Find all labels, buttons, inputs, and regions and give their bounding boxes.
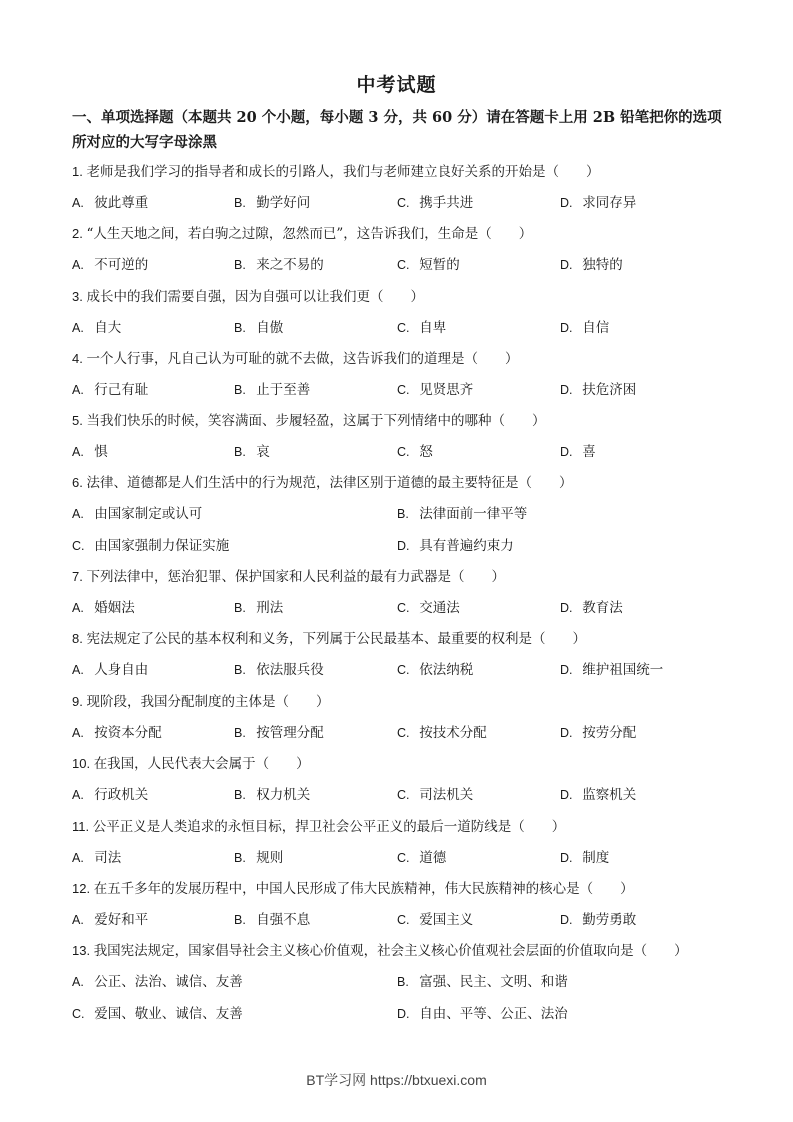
option-d	[560, 378, 636, 398]
option-a	[72, 721, 162, 741]
option-a	[72, 596, 135, 616]
option-a	[72, 440, 108, 460]
option-b	[234, 846, 283, 866]
option-text: 自强不息	[252, 912, 311, 928]
option-letter: C.	[72, 539, 85, 553]
option-b	[234, 316, 283, 336]
question-number: 2.	[72, 226, 87, 241]
option-text: 携手共进	[415, 195, 474, 211]
question-3	[72, 285, 732, 305]
question-number: 8.	[72, 631, 87, 646]
option-text: 不可逆的	[90, 257, 149, 273]
question-13	[72, 939, 732, 959]
option-letter: B.	[234, 601, 246, 615]
option-a	[72, 658, 148, 678]
question-text: 宪法规定了公民的基本权利和义务，下列属于公民最基本、最重要的权利是（ ）	[86, 631, 586, 647]
option-letter: D.	[560, 726, 573, 740]
option-letter: C.	[397, 321, 410, 335]
option-text: 教育法	[578, 600, 623, 616]
option-b	[234, 783, 310, 803]
option-b	[234, 596, 283, 616]
question-8	[72, 627, 732, 647]
option-text: 按资本分配	[90, 725, 162, 741]
option-letter: B.	[234, 788, 246, 802]
option-letter: B.	[234, 913, 246, 927]
option-text: 见贤思齐	[415, 382, 474, 398]
option-letter: D.	[397, 1007, 410, 1021]
question-text: 当我们快乐的时候，笑容满面、步履轻盈，这属于下列情绪中的哪种（ ）	[86, 413, 546, 429]
question-number: 1.	[72, 164, 87, 179]
option-text: 依法服兵役	[252, 662, 324, 678]
option-letter: C.	[397, 788, 410, 802]
option-text: 按管理分配	[252, 725, 324, 741]
question-number: 13.	[72, 943, 94, 958]
option-text: 自由、平等、公正、法治	[415, 1006, 568, 1022]
option-text: 婚姻法	[90, 600, 135, 616]
option-letter: D.	[560, 383, 573, 397]
option-letter: A.	[72, 788, 84, 802]
option-a	[72, 378, 148, 398]
option-text: 彼此尊重	[90, 195, 149, 211]
option-d	[560, 658, 663, 678]
option-text: 公正、法治、诚信、友善	[90, 974, 243, 990]
question-text: 老师是我们学习的指导者和成长的引路人，我们与老师建立良好关系的开始是（ ）	[86, 164, 600, 180]
option-letter: A.	[72, 726, 84, 740]
option-letter: A.	[72, 663, 84, 677]
question-text: 在五千多年的发展历程中，中国人民形成了伟大民族精神，伟大民族精神的核心是（ ）	[93, 881, 634, 897]
option-c	[72, 534, 229, 554]
option-b	[234, 191, 310, 211]
option-d	[560, 316, 609, 336]
option-letter: A.	[72, 975, 84, 989]
question-1	[72, 160, 732, 180]
option-text: 刑法	[252, 600, 284, 616]
option-c	[72, 1002, 243, 1022]
option-c	[397, 721, 487, 741]
option-letter: C.	[397, 663, 410, 677]
option-text: 维护祖国统一	[578, 662, 664, 678]
option-d	[560, 846, 609, 866]
option-text: 由国家制定或认可	[90, 506, 203, 522]
option-text: 权力机关	[252, 787, 311, 803]
option-text: 怒	[415, 444, 433, 460]
option-letter: B.	[397, 507, 409, 521]
question-text: 公平正义是人类追求的永恒目标，捍卫社会公平正义的最后一道防线是（ ）	[92, 819, 566, 835]
option-text: 爱国、敬业、诚信、友善	[90, 1006, 243, 1022]
option-letter: B.	[234, 258, 246, 272]
question-text: 现阶段，我国分配制度的主体是（ ）	[86, 694, 330, 710]
option-d	[560, 253, 623, 273]
option-letter: D.	[560, 663, 573, 677]
section-heading: 一、单项选择题（本题共 20 个小题，每小题 3 分，共 60 分）请在答题卡上用 2B 铅笔把你的选项所对应的大写字母涂黑	[72, 109, 722, 151]
option-d	[397, 1002, 568, 1022]
question-6	[72, 471, 732, 491]
question-text: 法律、道德都是人们生活中的行为规范，法律区别于道德的最主要特征是（ ）	[86, 475, 573, 491]
option-text: 监察机关	[578, 787, 637, 803]
question-number: 3.	[72, 289, 87, 304]
option-letter: D.	[560, 601, 573, 615]
option-a	[72, 502, 202, 522]
option-a	[72, 908, 148, 928]
option-letter: C.	[397, 258, 410, 272]
option-a	[72, 316, 121, 336]
option-letter: D.	[560, 321, 573, 335]
question-number: 4.	[72, 351, 87, 366]
option-letter: D.	[560, 196, 573, 210]
option-c	[397, 658, 473, 678]
question-7	[72, 565, 732, 585]
option-text: 司法	[90, 850, 122, 866]
option-a	[72, 970, 243, 990]
option-text: 来之不易的	[252, 257, 324, 273]
option-c	[397, 908, 473, 928]
option-letter: D.	[560, 258, 573, 272]
option-text: 自大	[90, 320, 122, 336]
option-b	[234, 378, 310, 398]
question-text: 我国宪法规定，国家倡导社会主义核心价值观，社会主义核心价值观社会层面的价值取向是（ ）	[93, 943, 688, 959]
question-number: 10.	[72, 756, 94, 771]
option-text: 勤学好问	[252, 195, 311, 211]
option-text: 制度	[578, 850, 610, 866]
option-text: 爱好和平	[90, 912, 149, 928]
option-d	[560, 596, 623, 616]
option-text: 道德	[415, 850, 447, 866]
option-text: 行己有耻	[90, 382, 149, 398]
page-title: 中考试题	[356, 74, 437, 96]
option-letter: C.	[397, 913, 410, 927]
option-letter: C.	[397, 851, 410, 865]
option-letter: B.	[234, 445, 246, 459]
question-text: 在我国，人民代表大会属于（ ）	[93, 756, 310, 772]
question-number: 9.	[72, 694, 87, 709]
option-letter: A.	[72, 383, 84, 397]
option-text: 自信	[578, 320, 610, 336]
option-letter: B.	[234, 726, 246, 740]
question-text: 一个人行事，凡自己认为可耻的就不去做，这告诉我们的道理是（ ）	[86, 351, 519, 367]
option-text: 自卑	[415, 320, 447, 336]
option-letter: C.	[397, 383, 410, 397]
option-letter: A.	[72, 601, 84, 615]
option-text: 独特的	[578, 257, 623, 273]
option-b	[397, 970, 568, 990]
option-c	[397, 440, 433, 460]
option-text: 交通法	[415, 600, 460, 616]
option-a	[72, 846, 121, 866]
question-12	[72, 877, 732, 897]
option-d	[397, 534, 514, 554]
option-c	[397, 191, 473, 211]
option-letter: B.	[234, 663, 246, 677]
option-text: 爱国主义	[415, 912, 474, 928]
option-letter: A.	[72, 507, 84, 521]
option-letter: C.	[397, 445, 410, 459]
option-letter: B.	[234, 851, 246, 865]
option-letter: B.	[234, 321, 246, 335]
option-text: 止于至善	[252, 382, 311, 398]
question-4	[72, 347, 732, 367]
option-letter: A.	[72, 445, 84, 459]
option-text: 求同存异	[578, 195, 637, 211]
option-a	[72, 191, 148, 211]
question-number: 6.	[72, 475, 87, 490]
option-text: 按劳分配	[578, 725, 637, 741]
question-2	[72, 222, 732, 242]
option-c	[397, 596, 460, 616]
option-letter: A.	[72, 913, 84, 927]
option-letter: D.	[560, 788, 573, 802]
option-b	[234, 721, 324, 741]
option-text: 法律面前一律平等	[415, 506, 528, 522]
option-c	[397, 846, 446, 866]
question-text: “人生天地之间，若白驹之过隙，忽然而已”，这告诉我们，生命是（ ）	[86, 226, 533, 242]
option-text: 人身自由	[90, 662, 149, 678]
option-text: 勤劳勇敢	[578, 912, 637, 928]
option-text: 行政机关	[90, 787, 149, 803]
option-c	[397, 316, 446, 336]
option-b	[234, 658, 324, 678]
option-letter: C.	[397, 601, 410, 615]
option-text: 具有普遍约束力	[415, 538, 514, 554]
option-letter: D.	[560, 851, 573, 865]
option-letter: C.	[72, 1007, 85, 1021]
option-letter: B.	[234, 196, 246, 210]
option-text: 哀	[252, 444, 270, 460]
question-number: 11.	[72, 819, 93, 834]
option-text: 富强、民主、文明、和谐	[415, 974, 568, 990]
option-a	[72, 783, 148, 803]
option-d	[560, 191, 636, 211]
question-10	[72, 752, 732, 772]
page-footer: BT学习网 https://btxuexi.com	[306, 1072, 487, 1088]
option-text: 规则	[252, 850, 284, 866]
question-number: 7.	[72, 569, 87, 584]
question-5	[72, 409, 732, 429]
option-text: 短暂的	[415, 257, 460, 273]
question-9	[72, 690, 732, 710]
option-letter: A.	[72, 321, 84, 335]
option-text: 自傲	[252, 320, 284, 336]
option-letter: B.	[397, 975, 409, 989]
option-d	[560, 783, 636, 803]
option-d	[560, 908, 636, 928]
option-b	[397, 502, 527, 522]
option-b	[234, 908, 310, 928]
option-letter: D.	[397, 539, 410, 553]
option-letter: D.	[560, 913, 573, 927]
option-letter: C.	[397, 726, 410, 740]
option-text: 司法机关	[415, 787, 474, 803]
question-number: 5.	[72, 413, 87, 428]
option-a	[72, 253, 148, 273]
option-letter: C.	[397, 196, 410, 210]
question-number: 12.	[72, 881, 94, 896]
option-c	[397, 378, 473, 398]
question-text: 下列法律中，惩治犯罪、保护国家和人民利益的最有力武器是（ ）	[86, 569, 505, 585]
option-text: 按技术分配	[415, 725, 487, 741]
option-text: 惧	[90, 444, 108, 460]
option-d	[560, 440, 596, 460]
option-text: 依法纳税	[415, 662, 474, 678]
option-d	[560, 721, 636, 741]
option-text: 扶危济困	[578, 382, 637, 398]
option-text: 由国家强制力保证实施	[90, 538, 230, 554]
option-letter: A.	[72, 258, 84, 272]
question-11	[72, 815, 732, 835]
option-b	[234, 253, 324, 273]
question-text: 成长中的我们需要自强，因为自强可以让我们更（ ）	[86, 289, 424, 305]
option-c	[397, 783, 473, 803]
option-text: 喜	[578, 444, 596, 460]
option-letter: A.	[72, 851, 84, 865]
option-letter: D.	[560, 445, 573, 459]
option-c	[397, 253, 460, 273]
option-b	[234, 440, 270, 460]
option-letter: A.	[72, 196, 84, 210]
option-letter: B.	[234, 383, 246, 397]
